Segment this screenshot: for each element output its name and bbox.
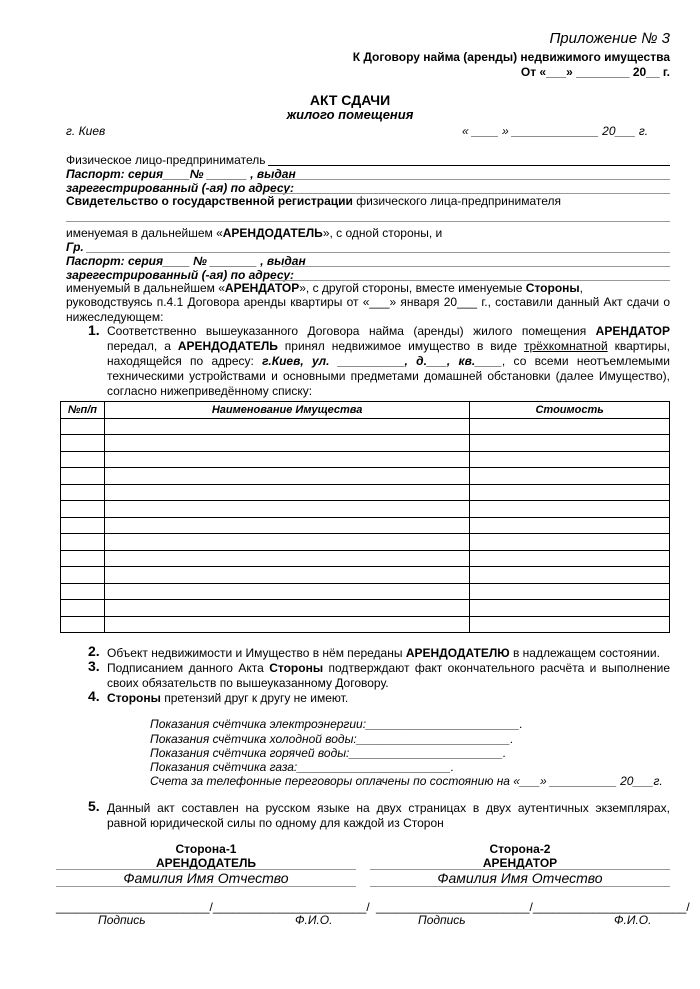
table-cell (61, 484, 105, 501)
table-cell (104, 484, 469, 501)
table-cell (61, 583, 105, 600)
referred-pre: именуемая в дальнейшем « (66, 226, 223, 240)
clause-3-text (107, 661, 670, 691)
table-cell (470, 501, 670, 518)
col-cost: Стоимость (470, 402, 670, 419)
clause-4-number: 4. (88, 688, 100, 704)
referred-landlord: АРЕНДОДАТЕЛЬ (222, 226, 323, 240)
appendix-number: Приложение № 3 (549, 30, 670, 47)
contract-date: От «___» ________ 20__ г. (520, 65, 670, 79)
referred-post: », с одной стороны, и (322, 226, 443, 240)
table-cell (61, 600, 105, 617)
table-cell (470, 468, 670, 485)
tenant-citizen: Гр. (66, 240, 84, 254)
side1-bottom-rule (56, 886, 356, 887)
table-row (61, 583, 670, 600)
table-cell (61, 435, 105, 452)
table-cell (470, 583, 670, 600)
table-cell (104, 435, 469, 452)
side2-fio-label: Ф.И.О. (614, 913, 652, 927)
table-cell (470, 616, 670, 633)
referred-pre: именуемый в дальнейшем « (66, 281, 225, 295)
table-row (61, 468, 670, 485)
table-cell (104, 468, 469, 485)
table-cell (104, 534, 469, 551)
clause-3-number: 3. (88, 658, 100, 674)
guided-by-text: руководствуясь п.4.1 Договора аренды квартиры от «___» января 20___ г., составили данный Акт сдачи о нижеследующем: (66, 295, 670, 324)
col-item-name: Наименование Имущества (104, 402, 469, 419)
table-cell (470, 484, 670, 501)
table-row (61, 616, 670, 633)
meter-electricity: Показания счётчика электроэнергии:_______________________. (150, 717, 523, 731)
tenant-referred (66, 281, 583, 295)
col-number: №п/п (61, 402, 105, 419)
table-row (61, 550, 670, 567)
c1-rooms: трёхкомнатной (523, 339, 608, 353)
table-cell (470, 550, 670, 567)
table-cell (104, 517, 469, 534)
referred-tenant: АРЕНДАТОР (224, 281, 300, 295)
document-subtitle: жилого помещения (286, 107, 414, 122)
table-cell (104, 418, 469, 435)
landlord-passport: Паспорт: серия____№ ______ , выдан (66, 167, 296, 181)
meter-hot-water: Показания счётчика горячей воды:_______________________. (150, 746, 507, 760)
c1-part: Соответственно вышеуказанного Договора найма (аренды) жилого помещения (107, 324, 596, 338)
table-row (61, 435, 670, 452)
c4-part: претензий друг к другу не имеют. (160, 691, 349, 705)
c3-sides: Стороны (269, 661, 324, 675)
side2-sign-label: Подпись (418, 913, 466, 927)
certificate-bold: Свидетельство о государственной регистрации (66, 194, 353, 208)
c1-address: г.Киев, ул. __________, д.___, кв.____ (262, 354, 502, 368)
table-cell (104, 451, 469, 468)
table-cell (104, 616, 469, 633)
side1-title: Сторона-1 (175, 842, 237, 856)
side2-bottom-rule (370, 886, 670, 887)
clause-1-text (107, 324, 670, 399)
c2-part: Объект недвижимости и Имущество в нём переданы (107, 646, 406, 660)
side1-fio-label: Ф.И.О. (295, 913, 333, 927)
table-cell (61, 468, 105, 485)
table-header-row (61, 402, 670, 419)
table-cell (470, 435, 670, 452)
table-cell (61, 567, 105, 584)
c3-part: Подписанием данного Акта (107, 661, 270, 675)
table-row (61, 534, 670, 551)
table-cell (470, 418, 670, 435)
clause-5-number: 5. (88, 798, 100, 814)
referred-sides: Стороны (525, 281, 580, 295)
side1-signature-line: _______________________/_______________________/ (56, 900, 370, 914)
table-row (61, 484, 670, 501)
c1-part: принял недвижимое имущество в виде (277, 339, 524, 353)
table-row (61, 451, 670, 468)
landlord-referred (66, 226, 442, 240)
clause-1-number: 1. (88, 322, 100, 338)
table-row (61, 501, 670, 518)
meter-cold-water: Показания счётчика холодной воды:_______________________. (150, 732, 514, 746)
side2-signature-line: _______________________/_______________________/ (376, 900, 690, 914)
table-cell (61, 550, 105, 567)
c2-part: в надлежащем состоянии. (509, 646, 660, 660)
table-cell (470, 600, 670, 617)
c1-part: квартиры, находящейся по адресу: (107, 339, 670, 368)
table-cell (61, 616, 105, 633)
referred-post: , (579, 281, 584, 295)
table-row (61, 600, 670, 617)
landlord-passport-line (270, 179, 670, 180)
act-date: « ____ » _____________ 20___ г. (462, 124, 649, 138)
table-row (61, 418, 670, 435)
table-cell (61, 451, 105, 468)
meter-gas: Показания счётчика газа:_______________________. (150, 760, 455, 774)
landlord-registered: зарегестрированный (-ая) по адресу: (66, 181, 295, 195)
landlord-extra-line (66, 221, 670, 222)
tenant-registered: зарегестрированный (-ая) по адресу: (66, 268, 295, 282)
entrepreneur-name-line (268, 165, 670, 166)
table-cell (61, 517, 105, 534)
table-cell (61, 501, 105, 518)
table-cell (104, 600, 469, 617)
table-cell (104, 550, 469, 567)
tenant-passport: Паспорт: серия____ № _______ , выдан (66, 254, 306, 268)
entrepreneur-label: Физическое лицо-предприниматель (66, 153, 266, 167)
table-cell (104, 583, 469, 600)
referred-mid: », с другой стороны, вместе именуемые (299, 281, 526, 295)
c1-tenant: АРЕНДАТОР (595, 324, 670, 338)
c1-part: передал, а (107, 339, 178, 353)
clause-5-text: Данный акт составлен на русском языке на двух страницах в двух аутентичных экземплярах, равной юридической силы по одному для каждой из Сторон (107, 801, 670, 830)
side2-name: Фамилия Имя Отчество (437, 870, 603, 886)
table-row (61, 567, 670, 584)
phone-bills: Счета за телефонные переговоры оплачены по состоянию на «___» __________ 20___г. (150, 774, 663, 788)
document-title: АКТ СДАЧИ (309, 92, 391, 108)
table-cell (61, 534, 105, 551)
side2-title: Сторона-2 (489, 842, 551, 856)
inventory-rows (61, 418, 670, 633)
certificate-rest: физического лица-предпринимателя (352, 194, 561, 208)
tenant-name-line (86, 252, 670, 253)
landlord-certificate (66, 194, 561, 208)
table-cell (470, 517, 670, 534)
table-cell (61, 418, 105, 435)
c1-part: , со всеми неотъемлемыми техническими устройствами и основными предметами домашней обстановки (далее Имущество), согласно нижеприведённому списку: (107, 354, 670, 398)
table-cell (470, 451, 670, 468)
clause-2-text (107, 646, 670, 661)
table-cell (470, 567, 670, 584)
side1-sign-label: Подпись (98, 913, 146, 927)
side1-role: АРЕНДОДАТЕЛЬ (155, 856, 257, 870)
table-cell (104, 501, 469, 518)
table-cell (470, 534, 670, 551)
tenant-passport-line (282, 266, 670, 267)
side2-role: АРЕНДАТОР (482, 856, 558, 870)
side1-name: Фамилия Имя Отчество (123, 870, 289, 886)
c1-landlord: АРЕНДОДАТЕЛЬ (177, 339, 278, 353)
clause-4-text (107, 691, 670, 706)
clause-2-number: 2. (88, 643, 100, 659)
table-cell (104, 567, 469, 584)
inventory-table (60, 401, 670, 633)
c4-sides: Стороны (107, 691, 161, 705)
c3-part: подтверждают факт окончательного расчёта и выполнение своих обязательств по вышеуказанному Договору. (107, 661, 671, 690)
city: г. Киев (66, 124, 106, 138)
table-row (61, 517, 670, 534)
c2-landlord: АРЕНДОДАТЕЛЮ (405, 646, 510, 660)
contract-reference: К Договору найма (аренды) недвижимого имущества (352, 50, 670, 64)
